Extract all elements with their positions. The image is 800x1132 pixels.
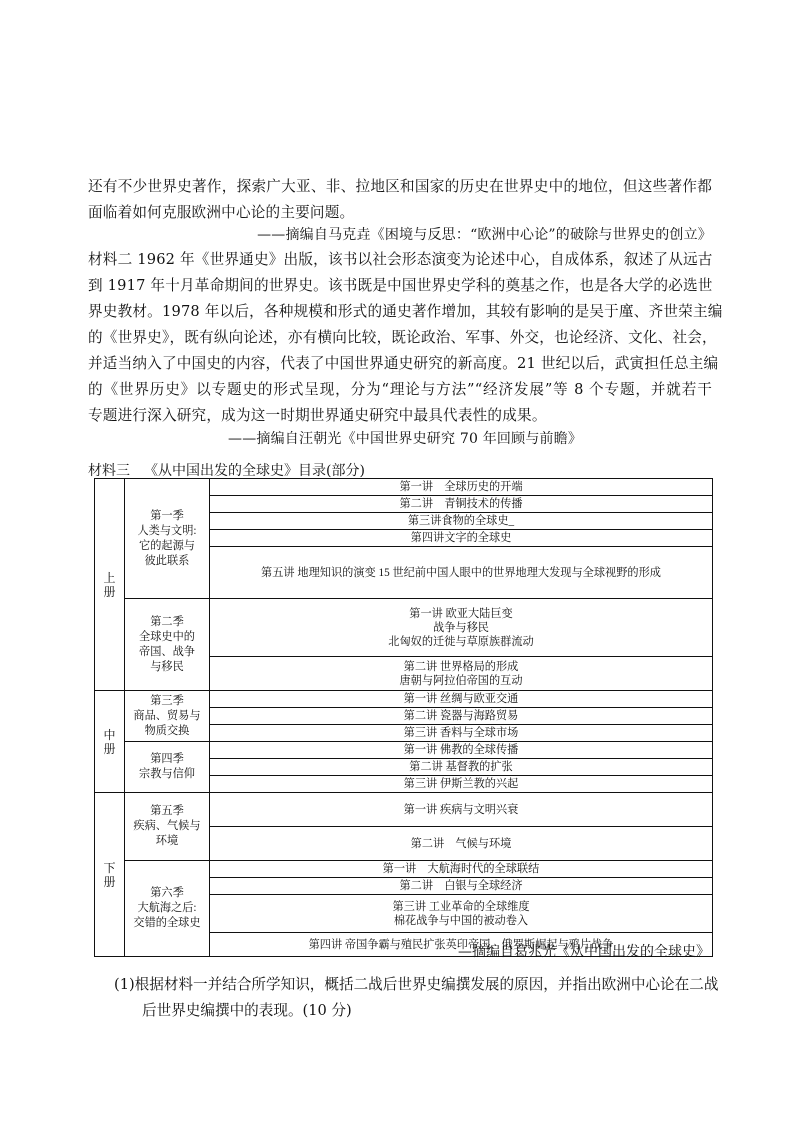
cell-line: 第二讲 世界格局的形成 (403, 660, 519, 673)
cell-line: 疾病、气候与 (133, 820, 201, 832)
cell-line: 北匈奴的迁徙与草原族群流动 (388, 635, 534, 648)
material3-heading (88, 460, 365, 480)
toc-table (94, 478, 713, 957)
volume-1: 上册 (95, 479, 125, 691)
cell-line: 宗教与信仰 (139, 768, 195, 780)
cell-line: 第一讲 欧亚大陆巨变 (409, 607, 513, 620)
lecture-2-1 (210, 599, 713, 657)
cell-line: 与移民 (150, 660, 184, 673)
cell-line: 第二讲 青铜技术的传播 (399, 498, 523, 510)
lecture-3-3 (210, 725, 713, 742)
season-4 (125, 742, 210, 793)
cell-line: 第一讲 丝绸与欧亚交通 (403, 693, 519, 705)
cell-line: 第四讲文字的全球史 (410, 532, 512, 544)
season-3 (125, 691, 210, 742)
source-2: ——摘编自汪朝光《中国世界史研究 70 年回顾与前瞻》 (228, 431, 583, 447)
season-6 (125, 861, 210, 957)
lecture-6-2 (210, 878, 713, 895)
cell-line: 交错的全球史 (133, 917, 201, 929)
cell-line: 唐朝与阿拉伯帝国的互动 (399, 674, 523, 687)
volume-2: 中册 (95, 691, 125, 793)
cell-line: 人类与文明: (137, 524, 197, 537)
cell-line: 第二季 (150, 615, 184, 628)
lecture-2-2 (210, 657, 713, 691)
season-1 (125, 479, 210, 599)
lecture-4-1 (210, 742, 713, 759)
lecture-1-1 (210, 479, 713, 496)
volume-3: 下册 (95, 793, 125, 957)
material2-line-5: 并适当纳入了中国史的内容，代表了中国世界通史研究的新高度。21 世纪以后，武寅担任总主编 (88, 355, 719, 372)
lecture-5-2 (210, 827, 713, 861)
question-1-line-1: (1)根据材料一并结合所学知识，概括二战后世界史编撰发展的原因，并指出欧洲中心论在二战 (114, 976, 719, 993)
lecture-5-1 (210, 793, 713, 827)
cell-line: 第五讲 地理知识的演变 15 世纪前中国人眼中的世界地理大发现与全球视野的形成 (261, 566, 661, 579)
material2-line-7: 专题进行深入研究，成为这一时期世界通史研究中最具代表性的成果。 (88, 407, 547, 424)
material3-label: 材料三 (88, 463, 130, 479)
lecture-3-2 (210, 708, 713, 725)
material2-line-3: 界史教材。1978 年以后，各种规模和形式的通史著作增加，其较有影响的是吴于廑、齐世荣主编 (88, 303, 723, 320)
cell-line: 第三讲 香料与全球市场 (403, 727, 519, 739)
cell-line: 彼此联系 (144, 554, 190, 567)
cell-line: 第一讲 佛教的全球传播 (403, 744, 519, 756)
cell-line: 第四季 (150, 753, 184, 765)
lecture-4-3 (210, 776, 713, 793)
lecture-1-3 (210, 513, 713, 530)
cell-line: 第四讲 帝国争霸与殖民扩张英印帝国、俄罗斯崛起与鸦片战争 (308, 938, 614, 951)
cell-line: 第二讲 基督教的扩张 (409, 761, 513, 773)
cell-line: 第一讲 大航海时代的全球联结 (382, 863, 540, 875)
cell-line: 大航海之后: (137, 902, 197, 914)
cell-line: 战争与移民 (433, 621, 489, 634)
question-1-line-2: 后世界史编撰中的表现。(10 分) (142, 1002, 352, 1019)
cell-line: 第三讲 伊斯兰教的兴起 (403, 778, 519, 790)
material2-line-1: 材料二 1962 年《世界通史》出版，该书以社会形态演变为论述中心，自成体系，叙述了从远古 (88, 251, 713, 268)
cell-line: 第一讲 疾病与文明兴衰 (403, 803, 519, 816)
material3-book-title: 《从中国出发的全球史》目录(部分) (144, 463, 365, 479)
cell-line: 它的起源与 (139, 539, 195, 552)
lecture-6-1 (210, 861, 713, 878)
lecture-1-4 (210, 530, 713, 547)
cell-line: 帝国、战争 (139, 645, 195, 658)
cell-line: 第三讲 工业革命的全球维度 (392, 900, 530, 913)
material2-line-2: 到 1917 年十月革命期间的世界史。该书既是中国世界史学科的奠基之作，也是各大学的必选世 (88, 277, 713, 294)
season-2 (125, 599, 210, 691)
intro-line-2: 面临着如何克服欧洲中心论的主要问题。 (88, 204, 355, 221)
cell-line: 物质交换 (144, 724, 190, 737)
lecture-1-5 (210, 547, 713, 599)
intro-line-1: 还有不少世界史著作，探索广大亚、非、拉地区和国家的历史在世界史中的地位，但这些著作都 (88, 178, 712, 195)
cell-line: 第三讲食物的全球史_ (407, 515, 515, 527)
cell-line: 第三季 (150, 694, 184, 707)
source-3: —摘编自葛兆光《从中国出发的全球史》 (458, 944, 710, 960)
source-1: ——摘编自马克垚《困境与反思：“欧洲中心论”的破除与世界史的创立》 (257, 227, 712, 243)
cell-line: 第五季 (150, 805, 184, 817)
cell-line: 环境 (155, 835, 179, 847)
cell-line: 第六季 (150, 887, 184, 899)
season-5 (125, 793, 210, 861)
lecture-3-1 (210, 691, 713, 708)
cell-line: 棉花战争与中国的被动卷入 (393, 914, 529, 927)
lecture-6-3 (210, 895, 713, 933)
material2-line-6: 的《世界历史》以专题史的形式呈现，分为“理论与方法”“经济发展”等 8 个专题，并就若干 (88, 381, 712, 398)
material2-line-4: 的《世界史》，既有纵向论述，亦有横向比较，既论政治、军事、外交，也论经济、文化、社会， (88, 329, 717, 346)
cell-line: 第一讲 全球历史的开端 (399, 481, 523, 493)
cell-line: 全球史中的 (139, 630, 195, 643)
cell-line: 第一季 (150, 509, 184, 522)
cell-line: 第二讲 白银与全球经济 (399, 880, 523, 892)
lecture-4-2 (210, 759, 713, 776)
cell-line: 第二讲 气候与环境 (410, 837, 512, 850)
cell-line: 商品、贸易与 (133, 709, 201, 722)
lecture-1-2 (210, 496, 713, 513)
cell-line: 第二讲 瓷器与海路贸易 (403, 710, 519, 722)
